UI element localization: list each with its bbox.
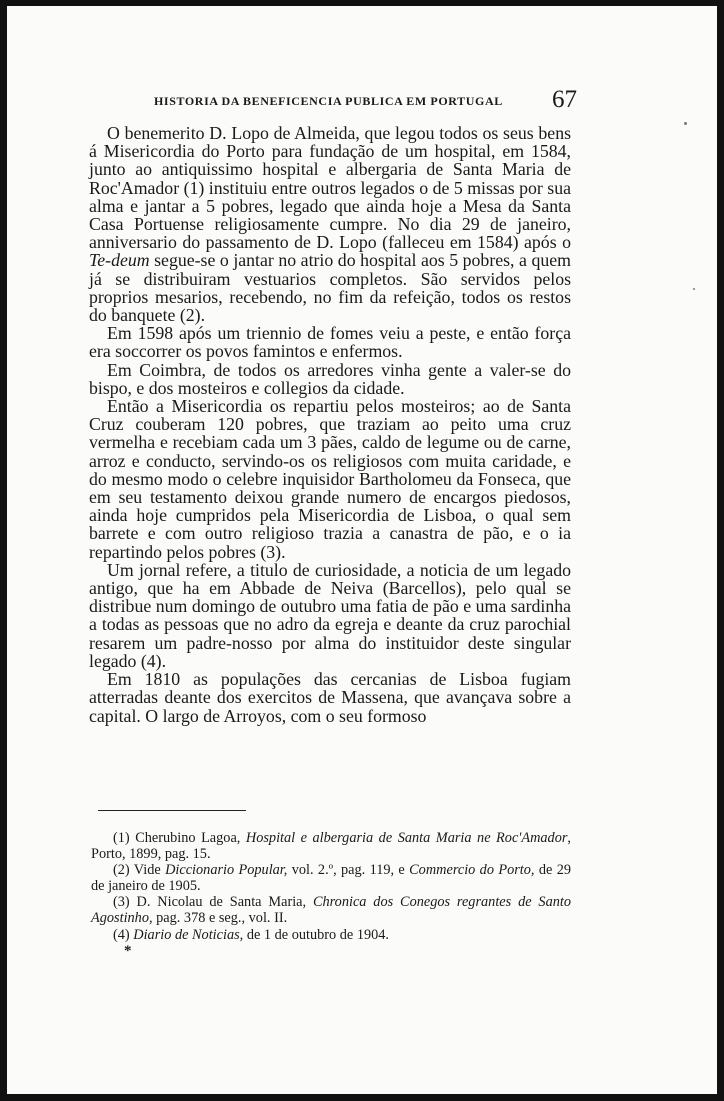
paper-speck [684, 122, 687, 125]
text-run: O benemerito D. Lopo de Almeida, que legou todos os seus bens á Misericordia do Porto para fundação de um hospital, em 1584, junto ao antiquissimo hospital e albergaria de Santa Maria de Roc'Amador (1) instituiu entre outros legados o de 5 missas por sua alma e jantar a 5 pobres, legado que ainda hoje a Mesa da Santa Casa Portuense religiosamente cumpre. No dia 29 de janeiro, anniversario do passamento de D. Lopo (falleceu em 1584) após o [89, 123, 571, 253]
paragraph [89, 561, 571, 670]
text-run: , Porto, 1899, pag. 15. [91, 830, 571, 863]
footnote [91, 830, 571, 862]
text-run: (2) Vide [113, 862, 166, 879]
text-run: Em Coimbra, de todos os arredores vinha gente a valer-se do bispo, e dos mosteiros e collegios da cidade. [89, 359, 571, 398]
body-text [89, 124, 571, 725]
text-run: pag. 378 e seg., vol. II. [152, 910, 288, 927]
footnote [91, 862, 571, 894]
text-run: de 1 de outubro de 1904. [243, 926, 389, 943]
text-run: Um jornal refere, a titulo de curiosidade, a noticia de um legado antigo, que ha em Abbade de Neiva (Barcellos), pelo qual se distribue num domingo de outubro uma fatia de pão e uma sardinha a todas as pessoas que no adro da egreja e deante da cruz parochial resarem um padre-nosso por alma do instituidor deste singular legado (4). [89, 559, 571, 671]
signature-marker: * [124, 943, 132, 959]
footnotes [91, 830, 571, 943]
text-run: segue-se o jantar no atrio do hospital aos 5 pobres, a quem já se distribuiram vestuarios completos. São servidos pelos proprios mesarios, recebendo, no fim da refeição, todos os restos do banquete (2). [89, 250, 571, 326]
text-run: Então a Misericordia os repartiu pelos mosteiros; ao de Santa Cruz couberam 120 pobres, que traziam ao peito uma cruz vermelha e recebiam cada um 3 pães, caldo de legume ou de carne, arroz e conducto, servindo-os os religiosos com muita caridade, e do mesmo modo o celebre inquisidor Bartholomeu da Fonseca, que em seu testamento deixou grande numero de encargos piedosos, ainda hoje cumpridos pela Misericordia de Lisboa, o qual sem barrete e com outro religioso trazia a canastra de pão, e o ia repartindo pelos pobres (3). [89, 396, 571, 562]
text-run: de 29 de janeiro de 1905. [91, 862, 571, 895]
page-header [147, 88, 583, 118]
italic-text: Te-deum [89, 250, 150, 271]
text-run: Em 1810 as populações das cercanias de Lisboa fugiam atterradas deante dos exercitos de Massena, que avançava sobre a capital. O largo de Arroyos, com o seu formoso [89, 669, 571, 726]
italic-text: Chronica dos Conegos regrantes de Santo Agostinho, [91, 894, 571, 927]
footnote [91, 927, 571, 943]
text-run: vol. 2.º, pag. 119, e [287, 862, 410, 879]
paper-speck [693, 288, 695, 290]
paragraph [89, 361, 571, 397]
paragraph [89, 670, 571, 725]
footnote-separator [98, 810, 246, 811]
text-run: (4) [113, 926, 134, 943]
text-run: Em 1598 após um triennio de fomes veiu a peste, e então força era soccorrer os povos famintos e enfermos. [89, 323, 571, 362]
footnote [91, 894, 571, 926]
page-number: 67 [552, 86, 577, 113]
italic-text: Diario de Noticias, [133, 926, 244, 943]
book-page [7, 6, 717, 1094]
paragraph [89, 397, 571, 561]
italic-text: Hospital e albergaria de Santa Maria ne Roc'Amador [245, 830, 568, 846]
paragraph [89, 124, 571, 324]
italic-text: Diccionario Popular, [165, 862, 288, 879]
text-run: (3) D. Nicolau de Santa Maria, [113, 894, 313, 911]
italic-text: Commercio do Porto, [409, 862, 535, 879]
text-run: (1) Cherubino Lagoa, [113, 830, 246, 846]
paragraph [89, 324, 571, 360]
running-title: HISTORIA DA BENEFICENCIA PUBLICA EM PORTUGAL [154, 94, 503, 108]
